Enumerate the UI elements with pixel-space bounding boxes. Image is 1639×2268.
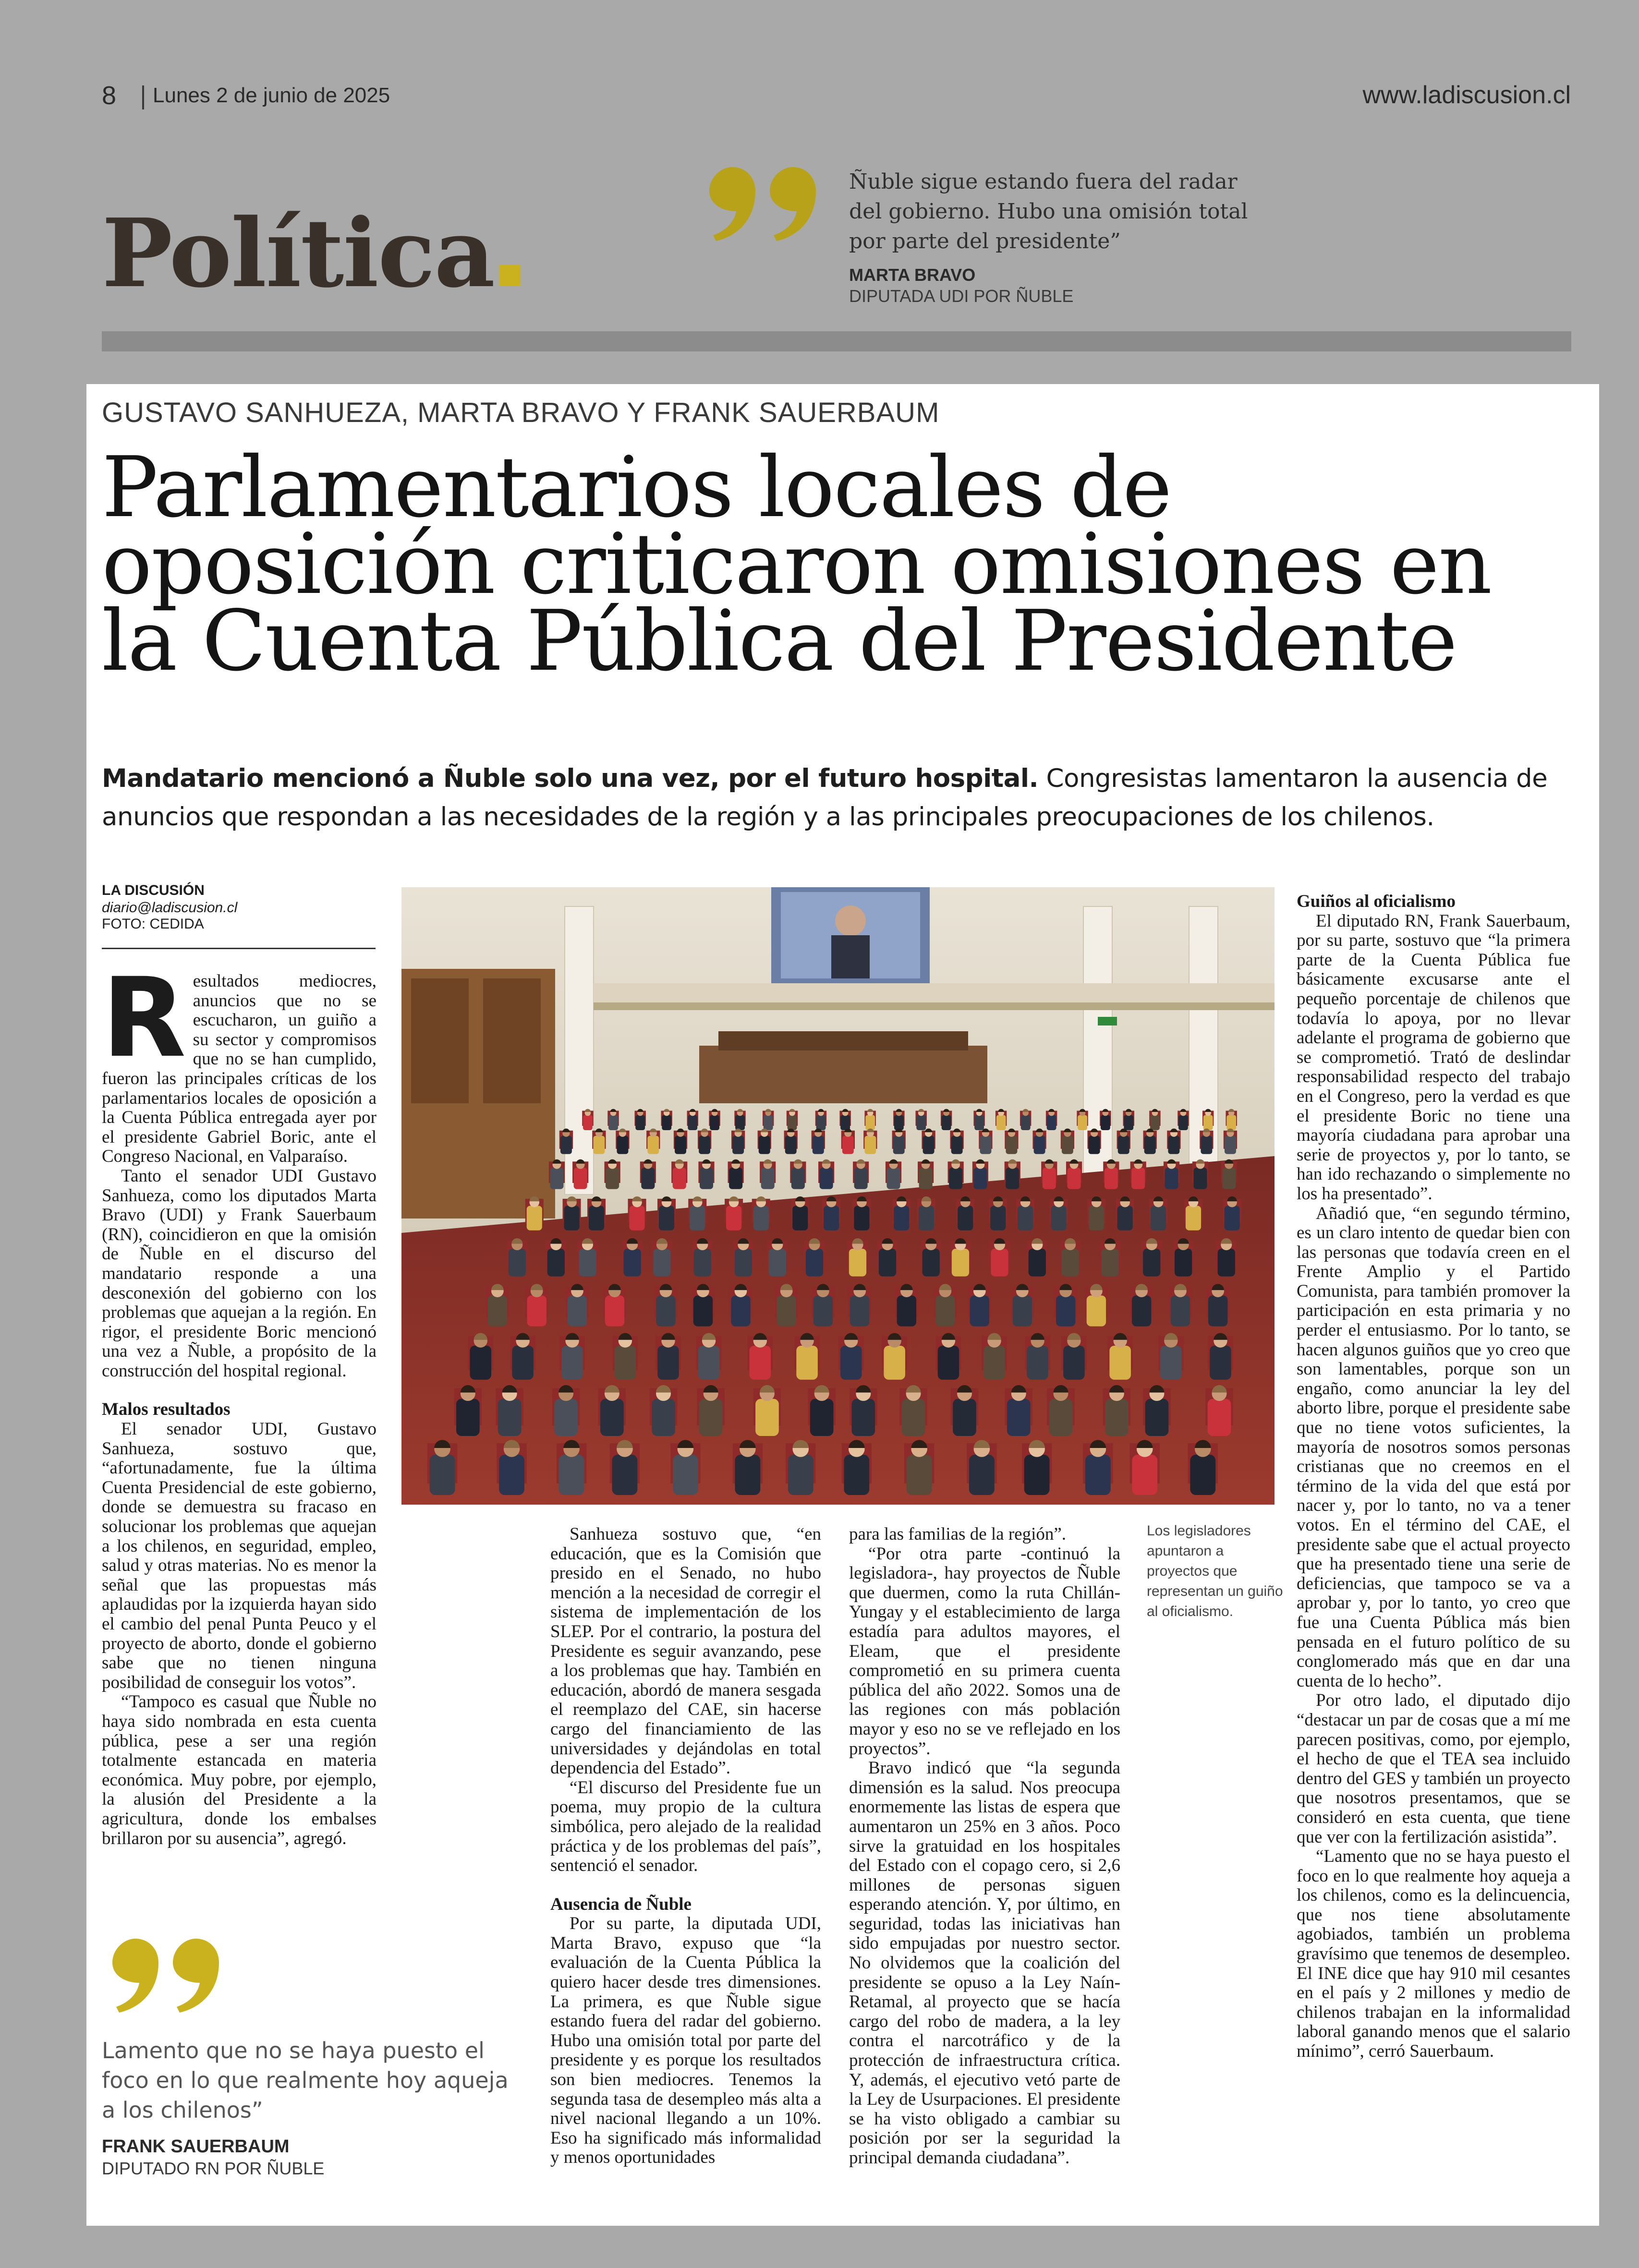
person-body bbox=[949, 1168, 962, 1189]
person-body bbox=[951, 1136, 963, 1154]
person-body bbox=[574, 1168, 587, 1189]
person-body bbox=[849, 1249, 866, 1277]
person-body bbox=[777, 1295, 796, 1326]
person-body bbox=[732, 1136, 744, 1154]
paragraph: para las familias de la región”. bbox=[849, 1524, 1067, 1544]
person-body bbox=[589, 1206, 604, 1231]
subheading: Guiños al oficialismo bbox=[1297, 892, 1456, 911]
person-body bbox=[659, 1206, 674, 1231]
person-body bbox=[710, 1115, 719, 1131]
quote-mark-icon bbox=[102, 1935, 228, 2016]
paragraph: Tanto el senador UDI Gustavo Sanhueza, como los diputados Marta Bravo (UDI) y Frank Sauerbaum (RN), coincidieron en que la omisión de Ñuble en el discurso del mandatario responde a una desconexión del gobierno con los problemas que aquejan a la región. En rigor, el presidente Boric mencionó una vez a Ñuble, a propósito de la construcción del hospital regional. bbox=[102, 1166, 376, 1381]
person-body bbox=[615, 1346, 636, 1380]
person-body bbox=[561, 1346, 583, 1380]
paragraph: “Lamento que no se haya puesto el foco en lo que realmente hoy aqueja a los chilenos, como es la delincuencia, que nos tiene absolutamente agobiados, también un problema gravísimo que tenemos de desempleo. El INE dice que hay 910 mil cesantes en el país y 2 millones y medio de chilenos trabajan en la informalidad laboral ganando menos que el salario mínimo”, cerró Sauerbaum. bbox=[1297, 1846, 1570, 2062]
person-body bbox=[973, 1168, 987, 1189]
subheading: Malos resultados bbox=[102, 1399, 231, 1420]
person-body bbox=[1021, 1115, 1031, 1131]
person-body bbox=[842, 1136, 854, 1154]
person-body bbox=[907, 1455, 932, 1495]
person-body bbox=[1056, 1295, 1075, 1326]
person-body bbox=[564, 1206, 579, 1231]
person-body bbox=[729, 1168, 742, 1189]
article-column-2 bbox=[550, 1525, 821, 2197]
person-body bbox=[1061, 1249, 1079, 1277]
person-body bbox=[647, 1136, 659, 1154]
person-body bbox=[1089, 1136, 1100, 1154]
paragraph: Añadió que, “en segundo término, es un claro intento de quedar bien con las personas que todavía creen en el Frente Amplio y el Partido Comunista, para también promover la participación en esta primaria y no perder el entusiasmo. Por lo tanto, se hacen algunos guiños que yo creo que son lamentables, porque son un engaño, como anunciar la ley del aborto libre, porque el presidente sabe que no tiene votos suficientes, la mayoría de nosotros somos personas cristianas que no creemos en el término de la vida del que está por nacer y, por lo tanto, no va a tener votos. En el término del CAE, el presidente sabe que el actual proyecto que ha presentado tiene una serie de deficiencias, que tampoco se va a aprobar y, por lo tanto, yo creo que fue una Cuenta Pública más bien pensada en el futuro político de su conglomerado más que en dar una cuenta de lo hecho”. bbox=[1297, 1203, 1570, 1691]
person-body bbox=[1171, 1295, 1190, 1326]
person-body bbox=[1165, 1168, 1178, 1189]
person-body bbox=[1105, 1399, 1129, 1436]
paragraph: esultados mediocres, anuncios que no se escucharon, un guiño a su sector y compromisos que no se han cumplido, fueron las principales críticas de los parlamentarios locales de oposición a la Cuenta Pública entregada ayer por el presidente Gabriel Boric, ante el Congreso Nacional, en Valparaíso. bbox=[102, 971, 376, 1167]
person-body bbox=[653, 1249, 670, 1277]
person-body bbox=[1208, 1399, 1231, 1436]
person-body bbox=[813, 1136, 824, 1154]
person-body bbox=[550, 1168, 563, 1189]
person-body bbox=[617, 1136, 628, 1154]
person-body bbox=[1225, 1136, 1236, 1154]
person-body bbox=[583, 1115, 593, 1131]
person-body bbox=[1210, 1346, 1231, 1380]
person-body bbox=[559, 1455, 584, 1495]
person-body bbox=[923, 1136, 935, 1154]
byline-email: diario@ladiscusion.cl bbox=[102, 900, 238, 916]
person-body bbox=[1047, 1115, 1056, 1131]
person-body bbox=[820, 1168, 833, 1189]
person-body bbox=[1109, 1346, 1131, 1380]
person-body bbox=[656, 1295, 675, 1326]
person-body bbox=[935, 1295, 955, 1326]
person-body bbox=[816, 1115, 826, 1131]
person-body bbox=[608, 1115, 618, 1131]
person-body bbox=[688, 1115, 697, 1131]
subheadline-bold: Mandatario mencionó a Ñuble solo una vez, por el futuro hospital. bbox=[102, 764, 1039, 793]
person-body bbox=[938, 1346, 959, 1380]
person-body bbox=[970, 1295, 989, 1326]
person-body bbox=[673, 1168, 686, 1189]
section-title bbox=[102, 198, 520, 309]
person-body bbox=[1203, 1115, 1213, 1131]
person-body bbox=[919, 1168, 933, 1189]
person-body bbox=[788, 1115, 797, 1131]
person-body bbox=[1068, 1168, 1081, 1189]
person-body bbox=[769, 1249, 786, 1277]
person-body bbox=[974, 1115, 984, 1131]
paragraph: “Tampoco es casual que Ñuble no haya sido nombrada en esta cuenta pública, pese a ser una región totalmente estancada en materia económica. Muy pobre, por ejemplo, la alusión del Presidente a la agricultura, donde los embalses brillaron por su ausencia”, agregó. bbox=[102, 1692, 376, 1848]
person-body bbox=[1013, 1295, 1032, 1326]
person-body bbox=[991, 1249, 1008, 1277]
person-body bbox=[923, 1249, 940, 1277]
paragraph: “El discurso del Presidente fue un poema, muy propio de la cultura simbólica, pero alejado de la realidad práctica y de los problemas del país”, sentenció el senador. bbox=[550, 1777, 821, 1876]
issue-date: Lunes 2 de junio de 2025 bbox=[153, 84, 390, 107]
person-body bbox=[1006, 1136, 1017, 1154]
person-body bbox=[606, 1168, 619, 1189]
person-body bbox=[1087, 1295, 1106, 1326]
person-body bbox=[887, 1168, 900, 1189]
person-body bbox=[605, 1295, 624, 1326]
person-body bbox=[700, 1168, 713, 1189]
person-body bbox=[1208, 1295, 1227, 1326]
person-body bbox=[629, 1206, 644, 1231]
section-title-text: Política bbox=[102, 198, 495, 309]
person-body bbox=[673, 1455, 698, 1495]
person-body bbox=[488, 1295, 507, 1326]
person-body bbox=[1151, 1206, 1166, 1231]
person-body bbox=[1101, 1115, 1110, 1131]
article-column-1 bbox=[102, 954, 376, 1903]
paragraph: El diputado RN, Frank Sauerbaum, por su parte, sostuvo que “la primera parte de la Cuenta Pública fue básicamente excusarse ante el pequeño porcentaje de chilenos que todavía lo apoya, por no llevar adelante el programa de gobierno que se comprometió. Trató de deslindar responsabilidad respecto del trabajo en el Congreso, pero la verdad es que el presidente Boric no tiene una mayoría ciudadana para aprobar una serie de proyectos y, por lo tanto, se han ido rechazando o simplemente no los ha presentado”. bbox=[1297, 911, 1570, 1204]
person-body bbox=[1043, 1168, 1056, 1189]
person-body bbox=[1118, 1136, 1129, 1154]
person-body bbox=[498, 1399, 522, 1436]
person-body bbox=[980, 1136, 991, 1154]
person-body bbox=[996, 1115, 1006, 1131]
person-body bbox=[726, 1206, 741, 1231]
person-body bbox=[884, 1346, 905, 1380]
person-body bbox=[675, 1136, 686, 1154]
person-body bbox=[840, 1115, 850, 1131]
article-subheadline bbox=[102, 760, 1586, 836]
person-body bbox=[547, 1249, 565, 1277]
person-body bbox=[499, 1455, 524, 1495]
paragraph: Por su parte, la diputada UDI, Marta Bravo, expuso que “la evaluación de la Cuenta Pública la quiero hacer desde tres dimensiones. La primera, es que Ñuble sigue estando fuera del radar del gobierno. Hubo una omisión total por parte del presidente y es porque los resultados son bien mediocres. Tenemos la segunda tasa de desempleo más alta a nivel nacional llegando a un 10%. Eso ha significado más informalidad y menos oportunidades bbox=[550, 1914, 821, 2168]
person-body bbox=[1145, 1399, 1169, 1436]
person-body bbox=[1078, 1115, 1087, 1131]
person-body bbox=[662, 1115, 671, 1131]
header-bar bbox=[102, 331, 1571, 351]
person-body bbox=[1029, 1249, 1046, 1277]
person-body bbox=[1117, 1206, 1133, 1231]
byline-photo-credit: FOTO: CEDIDA bbox=[102, 916, 204, 932]
person-body bbox=[652, 1399, 675, 1436]
person-body bbox=[983, 1346, 1005, 1380]
person-body bbox=[902, 1399, 925, 1436]
person-body bbox=[942, 1115, 951, 1131]
person-body bbox=[953, 1399, 976, 1436]
person-body bbox=[568, 1295, 587, 1326]
person-body bbox=[1132, 1295, 1151, 1326]
person-body bbox=[612, 1455, 638, 1495]
photo-caption: Los legisladores apuntaron a proyectos que representan un guiño al oficialismo. bbox=[1147, 1523, 1283, 1619]
person-body bbox=[600, 1399, 624, 1436]
person-body bbox=[699, 1136, 710, 1154]
person-body bbox=[1178, 1115, 1188, 1131]
person-body bbox=[1124, 1115, 1133, 1131]
person-body bbox=[824, 1206, 839, 1231]
person-body bbox=[554, 1399, 578, 1436]
person-body bbox=[851, 1399, 875, 1436]
person-body bbox=[1168, 1136, 1179, 1154]
person-body bbox=[1160, 1346, 1182, 1380]
pull-quote-name: FRANK SAUERBAUM bbox=[102, 2136, 290, 2157]
person-body bbox=[990, 1206, 1006, 1231]
person-body bbox=[840, 1346, 862, 1380]
drop-cap: R bbox=[102, 954, 186, 1082]
person-body bbox=[850, 1295, 869, 1326]
person-body bbox=[623, 1249, 641, 1277]
person-body bbox=[735, 1115, 745, 1131]
pull-quote-name: MARTA BRAVO bbox=[849, 265, 976, 285]
person-body bbox=[879, 1249, 896, 1277]
person-body bbox=[897, 1295, 916, 1326]
person-body bbox=[1062, 1136, 1073, 1154]
person-body bbox=[750, 1346, 771, 1380]
page-number: 8 bbox=[102, 81, 117, 110]
person-body bbox=[509, 1249, 526, 1277]
paragraph: Sanhueza sostuvo que, “en educación, que es la Comisión que presido en el Senado, no hubo mención a la necesidad de corregir el sistema de implementación de los SLEP. Por el contrario, la postura del Presidente es seguir avanzando, pese a los problemas que hay. También en educación, abordó de manera sesgada el reemplazo del CAE, sin hacerse cargo del financiamiento de las universidades y dejándolas en total dependencia del Estado”. bbox=[550, 1524, 821, 1778]
person-body bbox=[635, 1115, 645, 1131]
person-body bbox=[1018, 1206, 1033, 1231]
pull-quote-text: Lamento que no se haya puesto el foco en lo que realmente hoy aqueja a los chilenos” bbox=[102, 2038, 509, 2123]
person-body bbox=[1150, 1115, 1160, 1131]
person-body bbox=[919, 1206, 934, 1231]
person-body bbox=[1225, 1206, 1240, 1231]
person-body bbox=[791, 1168, 805, 1189]
person-body bbox=[864, 1136, 876, 1154]
article-column-3 bbox=[849, 1525, 1120, 2197]
person-body bbox=[579, 1249, 596, 1277]
person-body bbox=[731, 1295, 750, 1326]
person-body bbox=[735, 1249, 752, 1277]
person-body bbox=[527, 1206, 542, 1231]
person-body bbox=[759, 1136, 770, 1154]
paragraph: Bravo indicó que “la segunda dimensión es la salud. Nos preocupa enormemente las listas de espera que aumentaron un 25% en 3 años. Poco sirve la gratuidad en los hospitales del Estado con el copago cero, si 2,6 millones de personas siguen esperando atención. Y, por último, en seguridad, todas las iniciativas han sido empujadas por nuestro sector. No olvidemos que la coalición del presidente se opuso a la Ley Naín-Retamal, al proyecto que se hacía cargo del robo de madera, a la ley contra el narcotráfico y de la protección de infraestructura crítica. Y, además, el ejecutivo vetó parte de la Ley de Usurpaciones. El presidente se ha visto obligado a cambiar su posición por ser la seguridad la principal demanda ciudadana”. bbox=[849, 1758, 1120, 2168]
website-url: www.ladiscusion.cl bbox=[1362, 81, 1571, 109]
person-body bbox=[764, 1115, 773, 1131]
person-body bbox=[1218, 1249, 1235, 1277]
person-body bbox=[894, 1115, 904, 1131]
person-body bbox=[1186, 1206, 1201, 1231]
person-body bbox=[865, 1115, 875, 1131]
pull-quote-role: DIPUTADA UDI POR ÑUBLE bbox=[849, 286, 1074, 306]
person-body bbox=[1027, 1346, 1048, 1380]
person-body bbox=[470, 1346, 491, 1380]
person-body bbox=[512, 1346, 534, 1380]
person-body bbox=[916, 1115, 926, 1131]
person-body bbox=[796, 1346, 818, 1380]
person-body bbox=[1089, 1206, 1104, 1231]
article-headline: Parlamentarios locales de oposición criticaron omisiones en la Cuenta Pública del Presidente bbox=[102, 439, 1492, 690]
person-body bbox=[430, 1455, 455, 1495]
person-body bbox=[694, 1249, 711, 1277]
article-kicker: GUSTAVO SANHUEZA, MARTA BRAVO Y FRANK SAUERBAUM bbox=[102, 397, 940, 428]
person-body bbox=[699, 1399, 723, 1436]
person-body bbox=[792, 1206, 808, 1231]
person-body bbox=[657, 1346, 679, 1380]
person-body bbox=[1144, 1136, 1156, 1154]
person-body bbox=[854, 1206, 869, 1231]
quote-mark-icon bbox=[699, 163, 825, 245]
person-body bbox=[1101, 1249, 1118, 1277]
person-body bbox=[1051, 1206, 1067, 1231]
paragraph: “Por otra parte -continuó la legisladora-, hay proyectos de Ñuble que duermen, como la ruta Chillán-Yungay y el establecimiento de larga estadía para adultos mayores, el Eleam, que el presidente comprometió en su primera cuenta pública del año 2022. Somos una de las regiones con más población mayor y eso no se ve reflejado en los proyectos”. bbox=[849, 1544, 1120, 1759]
article-column-4 bbox=[1297, 892, 1570, 2198]
person-body bbox=[1063, 1346, 1085, 1380]
person-body bbox=[1006, 1168, 1019, 1189]
pull-quote-text: Ñuble sigue estando fuera del radar del gobierno. Hubo una omisión total por parte del presidente” bbox=[849, 169, 1248, 253]
byline-rule bbox=[102, 948, 376, 949]
person-body bbox=[698, 1346, 720, 1380]
person-body bbox=[1226, 1115, 1236, 1131]
person-body bbox=[810, 1399, 834, 1436]
header-divider bbox=[142, 85, 144, 109]
person-body bbox=[761, 1168, 775, 1189]
person-body bbox=[958, 1206, 973, 1231]
person-body bbox=[527, 1295, 546, 1326]
person-body bbox=[690, 1206, 705, 1231]
person-body bbox=[1024, 1455, 1050, 1495]
person-body bbox=[641, 1168, 655, 1189]
person-body bbox=[844, 1455, 869, 1495]
person-body bbox=[788, 1455, 813, 1495]
person-body bbox=[1105, 1168, 1118, 1189]
person-body bbox=[1132, 1455, 1157, 1495]
person-body bbox=[1190, 1455, 1215, 1495]
person-body bbox=[755, 1399, 779, 1436]
paragraph: El senador UDI, Gustavo Sanhueza, sostuvo que, “afortunadamente, fue la última Cuenta Presidencial de este gobierno, donde se demuestra su fracaso en solucionar los problemas que aquejan a los chilenos, en seguridad, empleo, salud y otras materias. No es menor la señal que las propuestas más aplaudidas por la izquierda hayan sido el cambio del penal Punta Peuco y el proyecto de aborto, donde el gobierno sabe que no tienen ninguna posibilidad de conseguir los votos”. bbox=[102, 1419, 376, 1692]
person-body bbox=[893, 1136, 905, 1154]
person-body bbox=[1049, 1399, 1073, 1436]
byline-author: LA DISCUSIÓN bbox=[102, 882, 205, 898]
person-body bbox=[1222, 1168, 1236, 1189]
section-dot bbox=[499, 265, 520, 286]
person-body bbox=[1193, 1168, 1207, 1189]
person-body bbox=[1085, 1455, 1111, 1495]
person-body bbox=[1175, 1249, 1192, 1277]
congress-session-photo bbox=[401, 887, 1275, 1505]
person-body bbox=[735, 1455, 760, 1495]
person-body bbox=[854, 1168, 868, 1189]
subheading: Ausencia de Ñuble bbox=[550, 1894, 692, 1914]
person-body bbox=[693, 1295, 713, 1326]
person-body bbox=[1007, 1399, 1031, 1436]
subheadline-rest: Congresistas lamentaron la ausencia de anuncios que respondan a las necesidades de la región y a las principales preocupaciones de los chilenos. bbox=[102, 764, 1548, 832]
person-body bbox=[1201, 1136, 1212, 1154]
paragraph: Por otro lado, el diputado dijo “destacar un par de cosas que a mí me parecen positivas, como, por ejemplo, el hecho de que el TEA sea incluido dentro del GES y también un proyecto que nosotros presentamos, que se consideró en esta cuenta, que tiene que ver con la fertilización asistida”. bbox=[1297, 1690, 1570, 1847]
person-body bbox=[753, 1206, 769, 1231]
person-body bbox=[456, 1399, 480, 1436]
pull-quote-role: DIPUTADO RN POR ÑUBLE bbox=[102, 2159, 325, 2178]
person-body bbox=[1131, 1168, 1145, 1189]
person-body bbox=[560, 1136, 572, 1154]
person-body bbox=[785, 1136, 797, 1154]
person-body bbox=[1143, 1249, 1160, 1277]
person-body bbox=[894, 1206, 909, 1231]
person-body bbox=[813, 1295, 833, 1326]
person-body bbox=[1034, 1136, 1045, 1154]
person-body bbox=[952, 1249, 969, 1277]
person-body bbox=[806, 1249, 823, 1277]
person-body bbox=[969, 1455, 995, 1495]
person-body bbox=[593, 1136, 605, 1154]
